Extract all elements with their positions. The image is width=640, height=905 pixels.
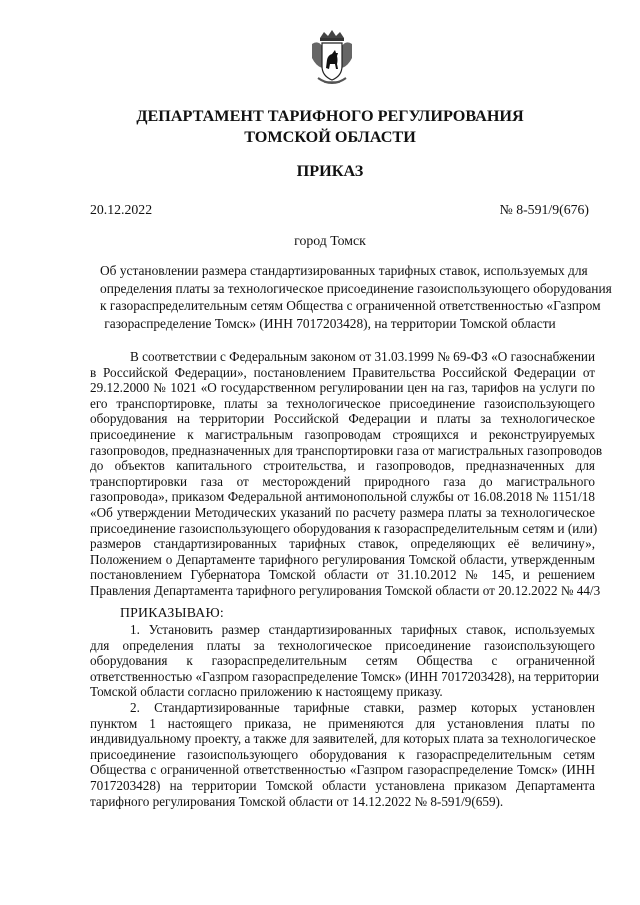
preamble-line: присоединение к магистральным газопроводам строящихся и реконструируемых xyxy=(90,426,595,442)
item-2-line: тарифного регулирования Томской области от 14.12.2022 № 8-591/9(659). xyxy=(90,793,504,809)
preamble-line: присоединение газоиспользующего оборудования к газораспределительным сетям и (или) xyxy=(90,520,598,536)
department-title xyxy=(80,106,580,148)
preamble-line: 29.12.2000 № 1021 «О государственном регулировании цен на газ, тарифов на услуги по xyxy=(90,380,595,396)
preamble-line: газопровода», приказом Федеральной антимонопольной службы от 16.08.2018 № 1151/18 xyxy=(90,489,595,505)
preamble-line: постановлением Губернатора Томской области от 31.10.2012 № 145, и решением xyxy=(90,567,595,583)
item-2-line: присоединение газоиспользующего оборудования к газораспределительным сетям xyxy=(90,746,595,762)
preamble-line: размеров стандартизированных тарифных ставок, определяющих её величину», xyxy=(90,536,595,552)
preamble-line: «Об утверждении Методических указаний по расчету размера платы за технологическое xyxy=(90,504,595,520)
item-1-paragraph xyxy=(90,622,600,700)
preamble-paragraph xyxy=(90,349,603,599)
tomsk-region-coat-of-arms-icon xyxy=(308,28,356,88)
item-2-line: Общества с ограниченной ответственностью «Газпром газораспределение Томск» (ИНН xyxy=(90,762,595,778)
preamble-line: Положением о Департаменте тарифного регулирования Томской области, утвержденным xyxy=(90,551,595,567)
item-2-line: индивидуальному проекту, а также для заявителей, для которых плата за технологическое xyxy=(90,731,596,747)
preamble-line: В соответствии с Федеральным законом от 31.03.1999 № 69-ФЗ «О газоснабжении xyxy=(130,349,595,364)
order-subject xyxy=(100,262,612,332)
preamble-line: до объектов капитального строительства, и газопроводов, предназначенных для xyxy=(90,458,595,474)
preamble-line: транспортировки газа от месторождений природного газа до магистрального xyxy=(90,473,595,489)
preamble-line: оборудования на территории Российской Федерации и платы за технологическое xyxy=(90,411,595,427)
preamble-line: Правления Департамента тарифного регулирования Томской области от 20.12.2022 № 44/3 xyxy=(90,582,601,598)
item-1-line: для определения платы за технологическое присоединение газоиспользующего xyxy=(90,637,595,653)
preamble-line: в Российской Федерации», постановлением Правительства Российской Федерации от xyxy=(90,364,595,380)
prikazyvayu-heading: ПРИКАЗЫВАЮ: xyxy=(120,605,224,620)
department-title-line2: ТОМСКОЙ ОБЛАСТИ xyxy=(244,128,416,146)
order-date: 20.12.2022 xyxy=(90,202,153,217)
preamble-line: газопроводов, предназначенных для транспортировки газа от магистральных газопроводов xyxy=(90,442,603,458)
item-2-paragraph xyxy=(90,700,595,809)
item-1-line: оборудования к газораспределительным сетям Общества с ограниченной xyxy=(90,653,595,669)
order-number: № 8-591/9(676) xyxy=(499,202,589,217)
subject-line: газораспределение Томск» (ИНН 7017203428), на территории Томской области xyxy=(104,315,556,331)
department-title-line1: ДЕПАРТАМЕНТ ТАРИФНОГО РЕГУЛИРОВАНИЯ xyxy=(136,107,524,125)
subject-line: к газораспределительным сетям Общества с ограниченной ответственностью «Газпром xyxy=(100,298,601,313)
item-1-line: 1. Установить размер стандартизированных тарифных ставок, используемых xyxy=(130,622,595,637)
item-2-line: пунктом 1 настоящего приказа, не применяются для установления платы по xyxy=(90,715,595,731)
item-1-line: ответственностью «Газпром газораспределение Томск» (ИНН 7017203428), на территории xyxy=(90,668,600,684)
order-city: город Томск xyxy=(294,233,366,248)
preamble-line: его транспортировке, платы за технологическое присоединение газоиспользующего xyxy=(90,395,595,411)
item-2-line: 7017203428) на территории Томской области установлена приказом Департамента xyxy=(90,777,595,793)
subject-line: Об установлении размера стандартизированных тарифных ставок, используемых для xyxy=(100,263,588,278)
subject-line: определения платы за технологическое присоединение газоиспользующего оборудования xyxy=(100,280,612,296)
order-title: ПРИКАЗ xyxy=(296,162,364,180)
item-2-line: 2. Стандартизированные тарифные ставки, размер которых установлен xyxy=(130,700,595,715)
item-1-line: Томской области согласно приложению к настоящему приказу. xyxy=(90,684,443,700)
